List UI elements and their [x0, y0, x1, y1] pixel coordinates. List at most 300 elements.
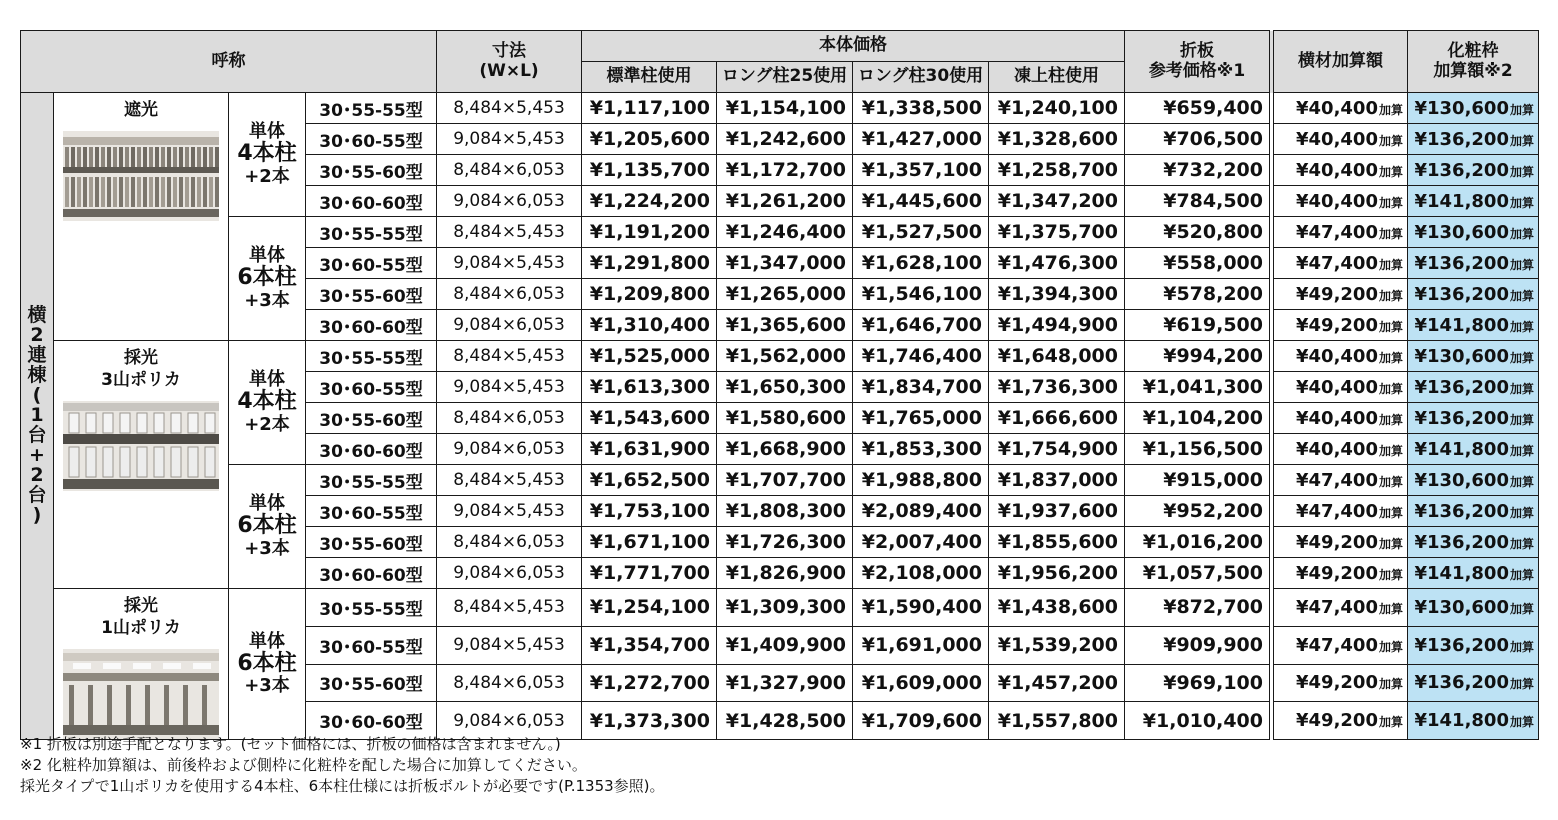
price-long25-cell: ¥1,580,600	[717, 403, 853, 434]
price-long30-cell: ¥1,628,100	[853, 248, 989, 279]
table-row	[21, 589, 1539, 627]
header-fold-line2: 参考価格※1	[1148, 60, 1246, 81]
amount: ¥49,200	[1296, 562, 1378, 584]
model-cell: 30･55-60型	[306, 403, 437, 434]
amount: ¥40,400	[1296, 345, 1378, 367]
dimension-cell: 8,484×6,053	[437, 155, 582, 186]
price-frost-cell: ¥1,494,900	[989, 310, 1125, 341]
amount: ¥141,800	[1414, 314, 1509, 336]
folded-plate-price-cell: ¥909,900	[1125, 626, 1270, 664]
add-unit: 加算	[1509, 350, 1534, 365]
add-unit: 加算	[1509, 474, 1534, 489]
price-standard-cell: ¥1,272,700	[582, 664, 717, 702]
header-folded-plate	[1125, 31, 1270, 93]
price-long30-cell: ¥1,338,500	[853, 93, 989, 124]
folded-plate-price-cell: ¥1,041,300	[1125, 372, 1270, 403]
amount: ¥40,400	[1296, 128, 1378, 150]
cosmetic-frame-add-cell	[1408, 155, 1539, 186]
price-long30-cell: ¥2,108,000	[853, 558, 989, 589]
model-cell: 30･55-60型	[306, 155, 437, 186]
add-unit: 加算	[1509, 133, 1534, 148]
folded-plate-price-cell: ¥1,057,500	[1125, 558, 1270, 589]
add-unit: 加算	[1509, 381, 1534, 396]
price-long25-cell: ¥1,650,300	[717, 372, 853, 403]
post-config-label: +3本	[244, 675, 290, 697]
price-long30-cell: ¥1,765,000	[853, 403, 989, 434]
price-standard-cell: ¥1,209,800	[582, 279, 717, 310]
cosmetic-frame-add-cell	[1408, 626, 1539, 664]
cosmetic-frame-add-cell	[1408, 664, 1539, 702]
price-frost-cell: ¥1,666,600	[989, 403, 1125, 434]
price-long25-cell: ¥1,242,600	[717, 124, 853, 155]
header-cosm-line1: 化粧枠	[1447, 40, 1499, 61]
crossbar-add-cell	[1274, 310, 1408, 341]
cosmetic-frame-add-cell	[1408, 403, 1539, 434]
add-unit: 加算	[1509, 412, 1534, 427]
model-cell: 30･55-55型	[306, 217, 437, 248]
price-standard-cell: ¥1,631,900	[582, 434, 717, 465]
folded-plate-price-cell: ¥969,100	[1125, 664, 1270, 702]
add-unit: 加算	[1378, 133, 1403, 148]
price-table-wrapper	[20, 30, 1539, 740]
amount: ¥47,400	[1296, 252, 1378, 274]
amount: ¥49,200	[1296, 710, 1378, 732]
header-long-post-25: ロング柱25使用	[717, 62, 853, 93]
cosmetic-frame-add-cell	[1408, 434, 1539, 465]
price-frost-cell: ¥1,736,300	[989, 372, 1125, 403]
dimension-cell: 8,484×5,453	[437, 341, 582, 372]
category-char: 1	[30, 404, 44, 427]
price-frost-cell: ¥1,258,700	[989, 155, 1125, 186]
add-unit: 加算	[1378, 257, 1403, 272]
amount: ¥136,200	[1414, 283, 1509, 305]
price-long25-cell: ¥1,327,900	[717, 664, 853, 702]
post-config-label: 6本柱	[237, 513, 297, 539]
post-config-label: +2本	[244, 413, 290, 435]
add-unit: 加算	[1509, 639, 1534, 654]
add-unit: 加算	[1378, 715, 1403, 730]
cosmetic-frame-add-cell	[1408, 527, 1539, 558]
price-standard-cell: ¥1,291,800	[582, 248, 717, 279]
model-cell: 30･60-55型	[306, 124, 437, 155]
price-standard-cell: ¥1,613,300	[582, 372, 717, 403]
add-unit: 加算	[1378, 164, 1403, 179]
model-cell: 30･60-60型	[306, 310, 437, 341]
table-row	[21, 465, 1539, 496]
amount: ¥49,200	[1296, 314, 1378, 336]
footnote-1: ※1 折板は別途手配となります。(セット価格には、折板の価格は含まれません。)	[20, 735, 561, 753]
crossbar-add-cell	[1274, 403, 1408, 434]
footnote-3: 採光タイプで1山ポリカを使用する4本柱、6本柱仕様には折板ボルトが必要です(P.1353参照)。	[20, 777, 665, 795]
post-config-label: 単体	[249, 121, 285, 143]
price-long25-cell: ¥1,808,300	[717, 496, 853, 527]
post-config-label: 単体	[249, 493, 285, 515]
post-config-label: 6本柱	[237, 650, 297, 676]
crossbar-add-cell	[1274, 93, 1408, 124]
cosmetic-frame-add-cell	[1408, 248, 1539, 279]
folded-plate-price-cell: ¥520,800	[1125, 217, 1270, 248]
crossbar-add-cell	[1274, 527, 1408, 558]
post-config-label: 単体	[249, 630, 285, 652]
amount: ¥136,200	[1414, 500, 1509, 522]
folded-plate-price-cell: ¥619,500	[1125, 310, 1270, 341]
price-long30-cell: ¥2,007,400	[853, 527, 989, 558]
price-long30-cell: ¥1,988,800	[853, 465, 989, 496]
price-long25-cell: ¥1,668,900	[717, 434, 853, 465]
category-char: 2	[30, 324, 44, 347]
model-cell: 30･60-55型	[306, 372, 437, 403]
header-cosmetic-frame	[1408, 31, 1539, 93]
amount: ¥141,800	[1414, 438, 1509, 460]
price-long25-cell: ¥1,707,700	[717, 465, 853, 496]
amount: ¥49,200	[1296, 283, 1378, 305]
price-standard-cell: ¥1,254,100	[582, 589, 717, 627]
crossbar-add-cell	[1274, 248, 1408, 279]
dimension-cell: 9,084×5,453	[437, 626, 582, 664]
model-cell: 30･60-55型	[306, 626, 437, 664]
model-cell: 30･60-60型	[306, 186, 437, 217]
model-cell: 30･60-55型	[306, 496, 437, 527]
daylight-3-ridge-polycarbonate-photo	[63, 401, 219, 491]
dimension-cell: 8,484×5,453	[437, 93, 582, 124]
price-frost-cell: ¥1,457,200	[989, 664, 1125, 702]
cosmetic-frame-add-cell	[1408, 589, 1539, 627]
category-char: 2	[30, 463, 44, 486]
table-row	[21, 93, 1539, 124]
folded-plate-price-cell: ¥872,700	[1125, 589, 1270, 627]
add-unit: 加算	[1509, 164, 1534, 179]
category-char: 連	[27, 344, 47, 367]
roof-type-label: 1山ポリカ	[101, 618, 181, 639]
category-char: 台	[27, 424, 47, 447]
add-unit: 加算	[1378, 677, 1403, 692]
roof-type-cell	[54, 93, 229, 341]
header-name: 呼称	[21, 31, 437, 93]
price-long25-cell: ¥1,347,000	[717, 248, 853, 279]
roof-type-label: 採光	[124, 596, 158, 616]
price-long30-cell: ¥1,609,000	[853, 664, 989, 702]
post-config-label: +3本	[244, 289, 290, 311]
folded-plate-price-cell: ¥1,010,400	[1125, 702, 1270, 740]
price-long25-cell: ¥1,265,000	[717, 279, 853, 310]
price-standard-cell: ¥1,753,100	[582, 496, 717, 527]
price-standard-cell: ¥1,117,100	[582, 93, 717, 124]
crossbar-add-cell	[1274, 558, 1408, 589]
post-config-cell	[229, 93, 306, 217]
add-unit: 加算	[1378, 443, 1403, 458]
crossbar-add-cell	[1274, 279, 1408, 310]
price-long30-cell: ¥1,445,600	[853, 186, 989, 217]
header-dim-line2: (W×L)	[479, 60, 539, 81]
category-char: (	[32, 384, 42, 407]
table-header	[21, 31, 1539, 93]
dimension-cell: 8,484×6,053	[437, 664, 582, 702]
price-standard-cell: ¥1,310,400	[582, 310, 717, 341]
add-unit: 加算	[1509, 226, 1534, 241]
price-standard-cell: ¥1,205,600	[582, 124, 717, 155]
add-unit: 加算	[1378, 567, 1403, 582]
amount: ¥40,400	[1296, 97, 1378, 119]
add-unit: 加算	[1378, 319, 1403, 334]
post-config-label: +2本	[244, 165, 290, 187]
cosmetic-frame-add-cell	[1408, 702, 1539, 740]
price-frost-cell: ¥1,539,200	[989, 626, 1125, 664]
add-unit: 加算	[1378, 474, 1403, 489]
amount: ¥40,400	[1296, 159, 1378, 181]
folded-plate-price-cell: ¥558,000	[1125, 248, 1270, 279]
price-long25-cell: ¥1,246,400	[717, 217, 853, 248]
crossbar-add-cell	[1274, 465, 1408, 496]
price-frost-cell: ¥1,328,600	[989, 124, 1125, 155]
cosmetic-frame-add-cell	[1408, 124, 1539, 155]
price-standard-cell: ¥1,354,700	[582, 626, 717, 664]
price-long30-cell: ¥1,691,000	[853, 626, 989, 664]
amount: ¥47,400	[1296, 469, 1378, 491]
add-unit: 加算	[1378, 195, 1403, 210]
price-frost-cell: ¥1,855,600	[989, 527, 1125, 558]
add-unit: 加算	[1378, 601, 1403, 616]
table-row	[21, 217, 1539, 248]
crossbar-add-cell	[1274, 372, 1408, 403]
crossbar-add-cell	[1274, 186, 1408, 217]
header-dim-line1: 寸法	[492, 40, 526, 61]
add-unit: 加算	[1509, 319, 1534, 334]
price-long30-cell: ¥1,709,600	[853, 702, 989, 740]
add-unit: 加算	[1509, 288, 1534, 303]
amount: ¥141,800	[1414, 562, 1509, 584]
roof-type-cell	[54, 589, 229, 740]
add-unit: 加算	[1378, 412, 1403, 427]
header-body-price: 本体価格	[582, 31, 1125, 62]
add-unit: 加算	[1509, 567, 1534, 582]
crossbar-add-cell	[1274, 124, 1408, 155]
amount: ¥130,600	[1414, 221, 1509, 243]
crossbar-add-cell	[1274, 434, 1408, 465]
dimension-cell: 9,084×5,453	[437, 248, 582, 279]
price-long30-cell: ¥1,590,400	[853, 589, 989, 627]
post-config-label: +3本	[244, 537, 290, 559]
amount: ¥47,400	[1296, 596, 1378, 618]
price-frost-cell: ¥1,375,700	[989, 217, 1125, 248]
price-standard-cell: ¥1,771,700	[582, 558, 717, 589]
model-cell: 30･55-60型	[306, 527, 437, 558]
post-config-label: 6本柱	[237, 265, 297, 291]
amount: ¥136,200	[1414, 252, 1509, 274]
crossbar-add-cell	[1274, 664, 1408, 702]
category-char: 台	[27, 483, 47, 506]
add-unit: 加算	[1378, 350, 1403, 365]
price-frost-cell: ¥1,557,800	[989, 702, 1125, 740]
header-crossbar-add: 横材加算額	[1274, 31, 1408, 93]
amount: ¥40,400	[1296, 438, 1378, 460]
folded-plate-price-cell: ¥1,156,500	[1125, 434, 1270, 465]
dimension-cell: 9,084×6,053	[437, 702, 582, 740]
add-unit: 加算	[1378, 381, 1403, 396]
post-config-label: 単体	[249, 369, 285, 391]
add-unit: 加算	[1509, 601, 1534, 616]
folded-plate-price-cell: ¥1,104,200	[1125, 403, 1270, 434]
amount: ¥136,200	[1414, 634, 1509, 656]
price-long30-cell: ¥1,853,300	[853, 434, 989, 465]
amount: ¥49,200	[1296, 672, 1378, 694]
cosmetic-frame-add-cell	[1408, 279, 1539, 310]
roof-type-label: 3山ポリカ	[101, 370, 181, 391]
header-standard-post: 標準柱使用	[582, 62, 717, 93]
amount: ¥130,600	[1414, 469, 1509, 491]
model-cell: 30･60-60型	[306, 558, 437, 589]
amount: ¥40,400	[1296, 376, 1378, 398]
price-frost-cell: ¥1,754,900	[989, 434, 1125, 465]
price-long30-cell: ¥1,546,100	[853, 279, 989, 310]
dimension-cell: 8,484×5,453	[437, 465, 582, 496]
category-char: 横	[27, 304, 47, 327]
folded-plate-price-cell: ¥706,500	[1125, 124, 1270, 155]
price-long30-cell: ¥1,357,100	[853, 155, 989, 186]
price-long25-cell: ¥1,261,200	[717, 186, 853, 217]
post-config-cell	[229, 465, 306, 589]
model-cell: 30･55-55型	[306, 465, 437, 496]
category-char: )	[32, 503, 42, 526]
crossbar-add-cell	[1274, 341, 1408, 372]
amount: ¥130,600	[1414, 345, 1509, 367]
amount: ¥136,200	[1414, 672, 1509, 694]
amount: ¥47,400	[1296, 634, 1378, 656]
price-long30-cell: ¥2,089,400	[853, 496, 989, 527]
dimension-cell: 9,084×5,453	[437, 496, 582, 527]
post-config-label: 4本柱	[237, 141, 297, 167]
price-frost-cell: ¥1,837,000	[989, 465, 1125, 496]
cosmetic-frame-add-cell	[1408, 465, 1539, 496]
model-cell: 30･60-60型	[306, 434, 437, 465]
price-standard-cell: ¥1,191,200	[582, 217, 717, 248]
footnotes	[20, 734, 665, 797]
model-cell: 30･60-55型	[306, 248, 437, 279]
roof-type-label: 遮光	[124, 100, 158, 120]
add-unit: 加算	[1509, 195, 1534, 210]
add-unit: 加算	[1378, 226, 1403, 241]
folded-plate-price-cell: ¥784,500	[1125, 186, 1270, 217]
table-row	[21, 341, 1539, 372]
price-frost-cell: ¥1,394,300	[989, 279, 1125, 310]
add-unit: 加算	[1378, 505, 1403, 520]
cosmetic-frame-add-cell	[1408, 496, 1539, 527]
price-long25-cell: ¥1,365,600	[717, 310, 853, 341]
model-cell: 30･55-55型	[306, 589, 437, 627]
price-long30-cell: ¥1,527,500	[853, 217, 989, 248]
price-standard-cell: ¥1,652,500	[582, 465, 717, 496]
amount: ¥47,400	[1296, 500, 1378, 522]
roof-type-cell	[54, 341, 229, 589]
dimension-cell: 8,484×6,053	[437, 403, 582, 434]
dimension-cell: 9,084×5,453	[437, 372, 582, 403]
daylight-1-ridge-polycarbonate-photo	[63, 649, 219, 739]
model-cell: 30･60-60型	[306, 702, 437, 740]
add-unit: 加算	[1509, 443, 1534, 458]
price-long30-cell: ¥1,746,400	[853, 341, 989, 372]
model-cell: 30･55-60型	[306, 664, 437, 702]
amount: ¥130,600	[1414, 596, 1509, 618]
cosmetic-frame-add-cell	[1408, 217, 1539, 248]
crossbar-add-cell	[1274, 217, 1408, 248]
folded-plate-price-cell: ¥732,200	[1125, 155, 1270, 186]
price-long25-cell: ¥1,726,300	[717, 527, 853, 558]
price-standard-cell: ¥1,373,300	[582, 702, 717, 740]
post-config-label: 単体	[249, 245, 285, 267]
price-long25-cell: ¥1,309,300	[717, 589, 853, 627]
price-long30-cell: ¥1,427,000	[853, 124, 989, 155]
amount: ¥141,800	[1414, 190, 1509, 212]
price-long30-cell: ¥1,834,700	[853, 372, 989, 403]
post-config-cell	[229, 589, 306, 740]
price-standard-cell: ¥1,224,200	[582, 186, 717, 217]
dimension-cell: 8,484×5,453	[437, 217, 582, 248]
dimension-cell: 8,484×6,053	[437, 527, 582, 558]
dimension-cell: 9,084×6,053	[437, 434, 582, 465]
amount: ¥130,600	[1414, 97, 1509, 119]
post-config-cell	[229, 341, 306, 465]
add-unit: 加算	[1509, 257, 1534, 272]
table-body	[21, 93, 1539, 740]
price-long25-cell: ¥1,154,100	[717, 93, 853, 124]
dimension-cell: 9,084×6,053	[437, 186, 582, 217]
amount: ¥49,200	[1296, 531, 1378, 553]
amount: ¥40,400	[1296, 190, 1378, 212]
price-long25-cell: ¥1,826,900	[717, 558, 853, 589]
price-standard-cell: ¥1,671,100	[582, 527, 717, 558]
amount: ¥136,200	[1414, 376, 1509, 398]
amount: ¥136,200	[1414, 128, 1509, 150]
crossbar-add-cell	[1274, 155, 1408, 186]
dimension-cell: 9,084×6,053	[437, 558, 582, 589]
footnote-2: ※2 化粧枠加算額は、前後枠および側枠に化粧枠を配した場合に加算してください。	[20, 756, 587, 774]
folded-plate-price-cell: ¥952,200	[1125, 496, 1270, 527]
folded-plate-price-cell: ¥1,016,200	[1125, 527, 1270, 558]
amount: ¥40,400	[1296, 407, 1378, 429]
add-unit: 加算	[1378, 639, 1403, 654]
dimension-cell: 9,084×6,053	[437, 310, 582, 341]
price-frost-cell: ¥1,648,000	[989, 341, 1125, 372]
add-unit: 加算	[1509, 677, 1534, 692]
cosmetic-frame-add-cell	[1408, 372, 1539, 403]
folded-plate-price-cell: ¥659,400	[1125, 93, 1270, 124]
price-long25-cell: ¥1,562,000	[717, 341, 853, 372]
add-unit: 加算	[1378, 102, 1403, 117]
cosmetic-frame-add-cell	[1408, 186, 1539, 217]
category-cell	[21, 93, 54, 740]
header-dimensions	[437, 31, 582, 93]
cosmetic-frame-add-cell	[1408, 558, 1539, 589]
model-cell: 30･55-55型	[306, 341, 437, 372]
amount: ¥47,400	[1296, 221, 1378, 243]
cosmetic-frame-add-cell	[1408, 341, 1539, 372]
shading-carport-photo	[63, 131, 219, 221]
cosmetic-frame-add-cell	[1408, 93, 1539, 124]
header-frost-post: 凍上柱使用	[989, 62, 1125, 93]
crossbar-add-cell	[1274, 496, 1408, 527]
folded-plate-price-cell: ¥578,200	[1125, 279, 1270, 310]
folded-plate-price-cell: ¥994,200	[1125, 341, 1270, 372]
add-unit: 加算	[1378, 536, 1403, 551]
amount: ¥141,800	[1414, 710, 1509, 732]
dimension-cell: 8,484×6,053	[437, 279, 582, 310]
crossbar-add-cell	[1274, 589, 1408, 627]
price-long25-cell: ¥1,409,900	[717, 626, 853, 664]
amount: ¥136,200	[1414, 159, 1509, 181]
add-unit: 加算	[1509, 536, 1534, 551]
price-frost-cell: ¥1,438,600	[989, 589, 1125, 627]
amount: ¥136,200	[1414, 531, 1509, 553]
add-unit: 加算	[1509, 715, 1534, 730]
